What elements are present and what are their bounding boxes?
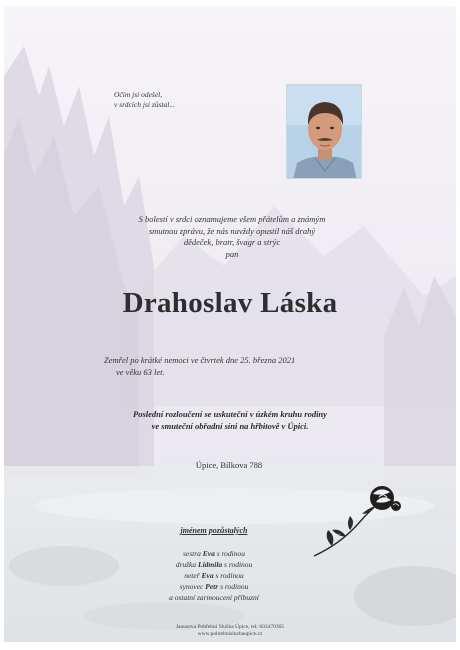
mourners-title: jménem pozůstalých [180, 526, 248, 535]
mourner-entry [114, 581, 314, 592]
funeral-service-website: www.pohrebnisluzbaupice.cz [197, 631, 263, 637]
mourner-entry [114, 548, 314, 559]
announcement-line: smutnou zprávu, že nás navždy opustil náš drahý [148, 225, 316, 236]
funeral-info [64, 409, 396, 432]
funeral-service-contact: Janusova Pohřební Služba Úpice, tel: 603470305 [175, 624, 285, 630]
mourner-name: Eva [201, 571, 214, 580]
rose-icon [310, 484, 410, 560]
announcement-line: pan [225, 248, 239, 259]
announcement-line: dědeček, bratr, švagr a strýc [183, 237, 281, 247]
obituary-notice [4, 6, 456, 642]
mourner-suffix: s rodinou [214, 549, 246, 558]
epitaph-line: v srdcích jsi zůstal... [114, 100, 175, 109]
mourner-suffix: s rodinou [222, 560, 253, 569]
footer [114, 624, 346, 638]
mourners-list [114, 548, 314, 603]
mourner-relation: družka [175, 560, 198, 569]
mourner-relation: sestra [182, 549, 203, 558]
mourner-suffix: s rodinou [213, 571, 244, 580]
mourner-name: Eva [202, 549, 215, 558]
mourner-entry [114, 592, 314, 603]
mourner-entry [114, 570, 314, 581]
mourner-relation: synovec [179, 582, 206, 591]
mourner-suffix: s rodinou [218, 582, 249, 591]
portrait-photo [286, 84, 362, 179]
deceased-name: Drahoslav Láska [122, 287, 338, 319]
funeral-info-line: ve smuteční obřadní síni na hřbitově v Úpici. [151, 420, 309, 431]
announcement-line: S bolestí v srdci oznamujeme všem přátelům a známým [138, 214, 326, 224]
funeral-info-line: Poslední rozloučení se uskuteční v úzkém kruhu rodiny [133, 409, 327, 419]
mourner-relation: a ostatní zarmoucení příbuzní [169, 593, 259, 602]
mourner-relation: neteř [184, 571, 202, 580]
address: Úpice, Bílkova 788 [195, 460, 263, 470]
death-announcement [94, 214, 370, 260]
epitaph-line: Očím jsi odešel, [114, 90, 163, 99]
death-info-line: Zemřel po krátké nemoci ve čtvrtek dne 25. března 2021 [104, 355, 296, 365]
epitaph [114, 90, 274, 110]
mourner-name: Petr [205, 582, 219, 591]
mourner-name: Lidmila [197, 560, 223, 569]
death-info [104, 355, 344, 378]
mourner-entry [114, 559, 314, 570]
death-info-line: ve věku 63 let. [116, 366, 165, 377]
